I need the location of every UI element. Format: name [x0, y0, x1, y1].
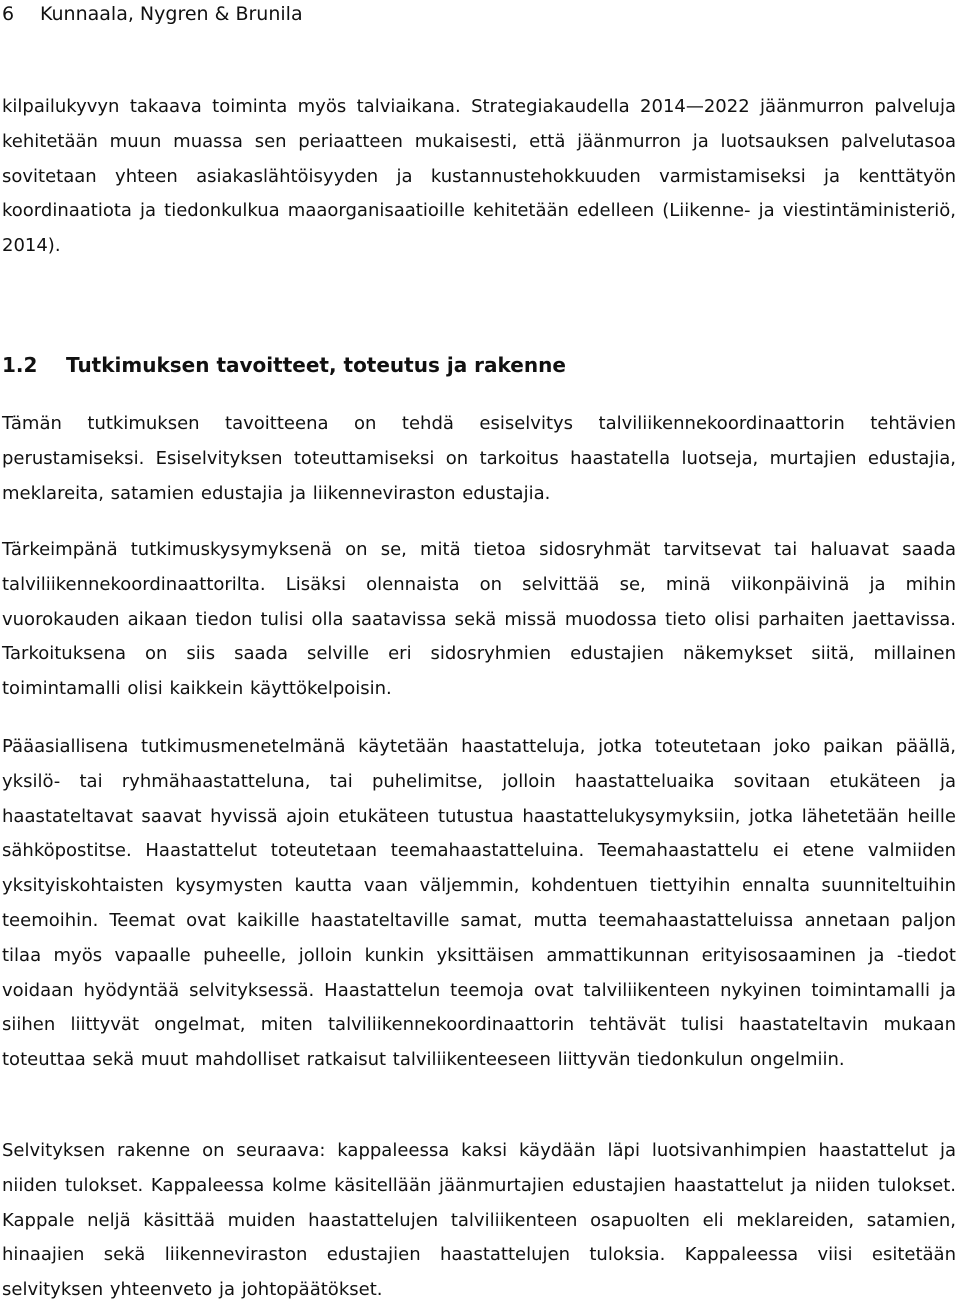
- paragraph-intro-continuation: kilpailukyvyn takaava toiminta myös talviaikana. Strategiakaudella 2014—2022 jäänmurron palveluja kehitetään muun muassa sen periaatteen mukaisesti, että jäänmurron ja luotsauksen palvelutasoa sovitetaan yhteen asiakaslähtöisyyden ja kustannustehokkuuden varmistamiseksi ja kenttätyön koordinaatiota ja tiedonkulkua maaorganisaatioille kehitetään edelleen (Liikenne- ja viestintäministeriö, 2014).: [2, 96, 956, 257]
- section-heading: [2, 348, 942, 382]
- section-number: 1.2: [2, 353, 38, 377]
- paragraph-method: Pääasiallisena tutkimusmenetelmänä käytetään haastatteluja, jotka toteutetaan joko paikan päällä, yksilö- tai ryhmähaastatteluna, tai puhelimitse, jolloin haastatteluaika sovitaan etukäteen ja haastateltavat saavat hyvissä ajoin etukäteen tutustua haastattelukysymyksiin, jotka lähetetään heille sähköpostitse. Haastattelut toteutetaan teemahaastatteluina. Teemahaastattelu ei etene valmiiden yksityiskohtaisten kysymysten kautta vaan väljemmin, kohdentuen tiettyihin ennalta suunniteltuihin teemoihin. Teemat ovat kaikille haastateltaville samat, mutta teemahaastatteluissa annetaan paljon tilaa myös vapaalle puheelle, jolloin kunkin yksittäisen ammattikunnan erityisosaaminen ja -tiedot voidaan hyödyntää selvityksessä. Haastattelun teemoja ovat talviliikenteen nykyinen toimintamalli ja siihen liittyvät ongelmat, miten talviliikennekoordinaattorin tehtävät tulisi haastateltavin mukaan toteuttaa sekä muut mahdolliset ratkaisut talviliikenteeseen liittyvän tiedonkulun ongelmiin.: [2, 736, 956, 1071]
- page-header: [2, 0, 922, 28]
- running-title: Kunnaala, Nygren & Brunila: [40, 3, 303, 25]
- paragraph-structure: Selvityksen rakenne on seuraava: kappaleessa kaksi käydään läpi luotsivanhimpien haastattelut ja niiden tulokset. Kappaleessa kolme käsitellään jäänmurtajien edustajien haastattelut ja niiden tulokset. Kappale neljä käsittää muiden haastattelujen talviliikenteen osapuolten eli meklareiden, satamien, hinaajien sekä liikenneviraston edustajien haastattelujen tuloksia. Kappaleessa viisi esitetään selvityksen yhteenveto ja johtopäätökset.: [2, 1140, 956, 1301]
- section-title: Tutkimuksen tavoitteet, toteutus ja rakenne: [66, 353, 566, 377]
- page-number: 6: [2, 3, 15, 25]
- paragraph-research-question: Tärkeimpänä tutkimuskysymyksenä on se, mitä tietoa sidosryhmät tarvitsevat tai haluavat saada talviliikennekoordinaattorilta. Lisäksi olennaista on selvittää se, minä viikonpäivinä ja mihin vuorokauden aikaan tiedon tulisi olla saatavissa sekä missä muodossa tieto olisi parhaiten jaettavissa. Tarkoituksena on siis saada selville eri sidosryhmien edustajien näkemykset siitä, millainen toimintamalli olisi kaikkein käyttökelpoisin.: [2, 539, 956, 700]
- paragraph-objective: Tämän tutkimuksen tavoitteena on tehdä esiselvitys talviliikennekoordinaattorin tehtävien perustamiseksi. Esiselvityksen toteuttamiseksi on tarkoitus haastatella luotseja, murtajien edustajia, meklareita, satamien edustajia ja liikenneviraston edustajia.: [2, 413, 956, 504]
